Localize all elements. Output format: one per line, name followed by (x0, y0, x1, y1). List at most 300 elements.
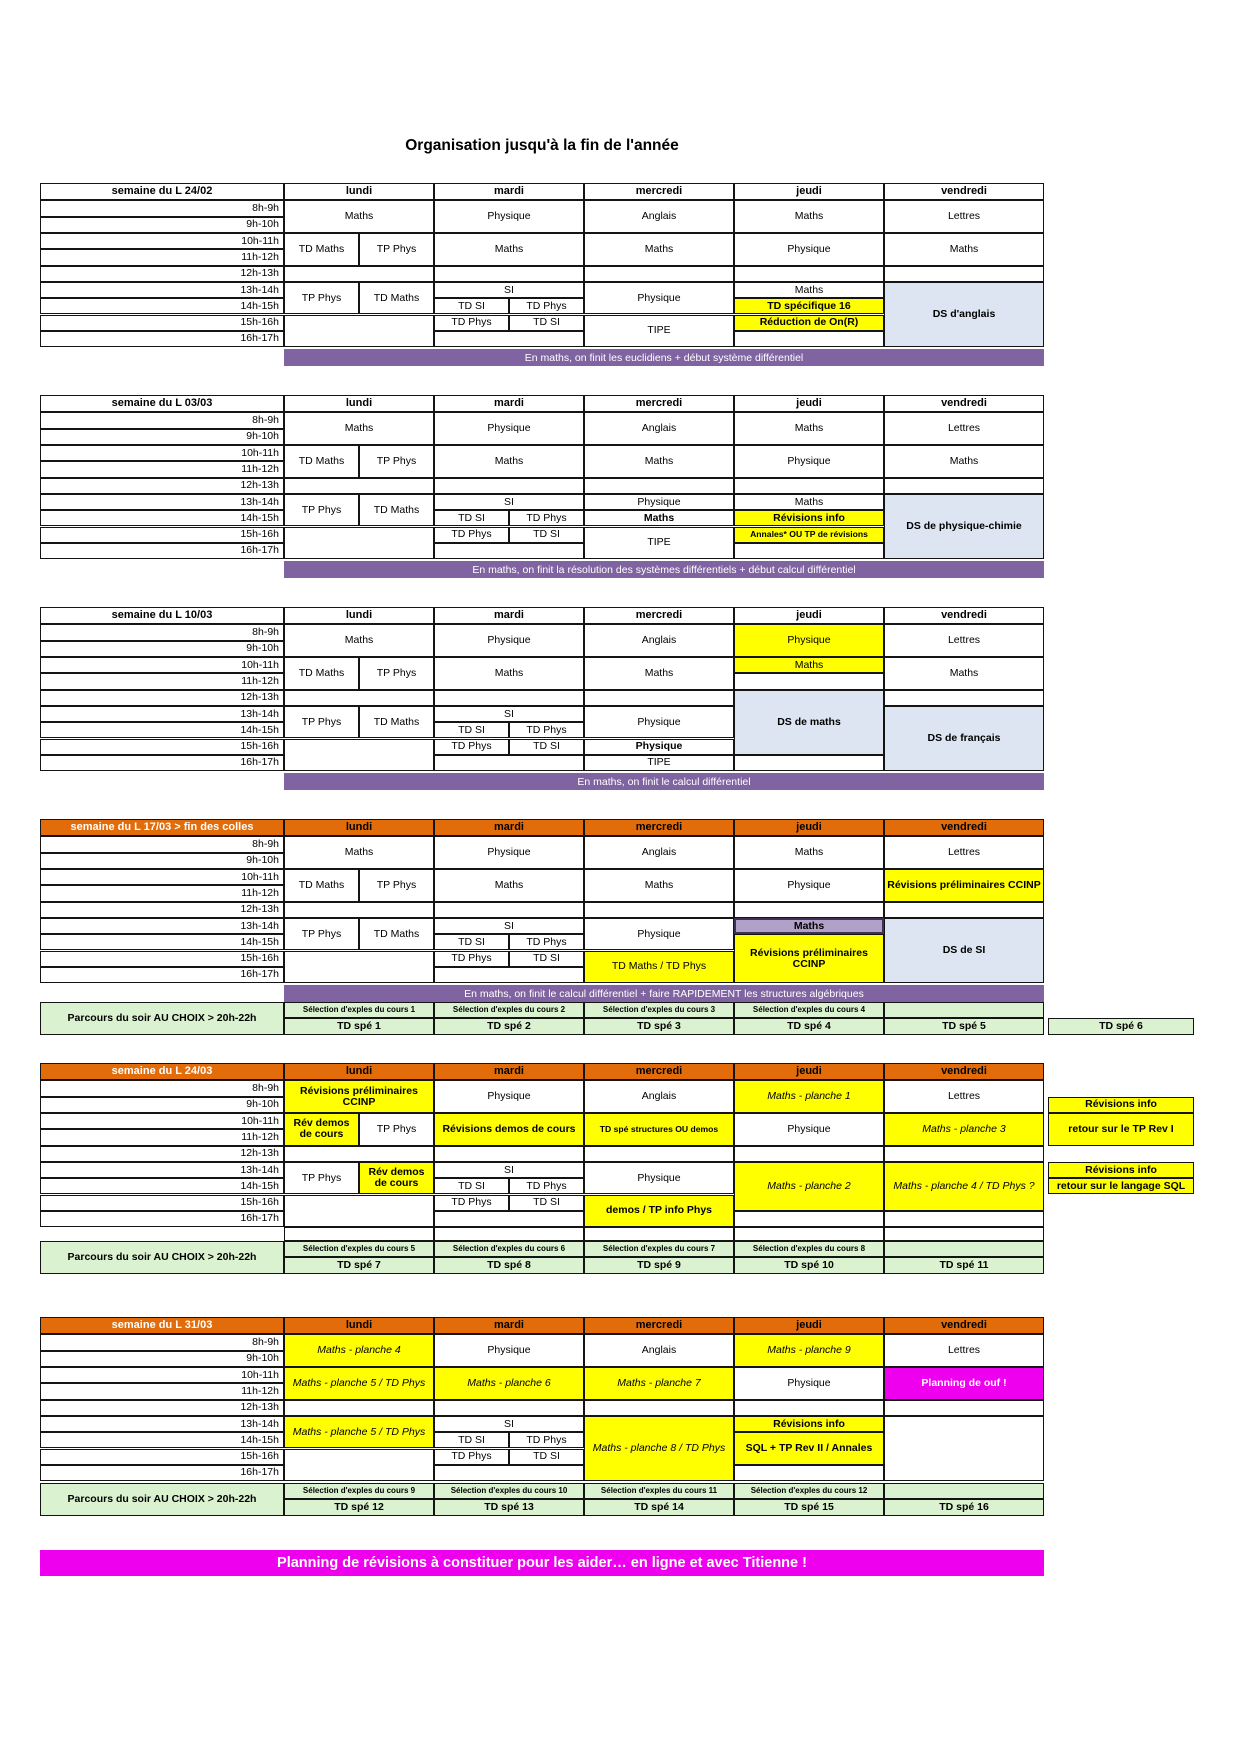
course-cell: Physique (584, 282, 734, 315)
selection-cell: Sélection d'exples du cours 4 (734, 1002, 884, 1018)
course-cell: Maths (734, 494, 884, 510)
course-cell (734, 902, 884, 918)
course-cell: TD SI (434, 934, 509, 950)
day-header: jeudi (734, 1063, 884, 1080)
course-cell: Maths (734, 200, 884, 233)
time-label: 10h-11h (40, 233, 284, 249)
tdspe-cell: TD spé 12 (284, 1499, 434, 1515)
time-label: 12h-13h (40, 266, 284, 282)
footer-banner: Planning de révisions à constituer pour les aider… en ligne et avec Titienne ! (40, 1550, 1044, 1576)
course-cell: Maths (284, 624, 434, 657)
tdspe-cell: TD spé 10 (734, 1257, 884, 1273)
course-cell: TD Phys (509, 298, 584, 314)
course-cell (734, 1211, 884, 1227)
course-cell: Physique (584, 1162, 734, 1195)
course-cell: Physique (734, 445, 884, 478)
tdspe-cell: TD spé 9 (584, 1257, 734, 1273)
course-cell (734, 266, 884, 282)
day-header: jeudi (734, 395, 884, 412)
course-cell: TP Phys (284, 494, 359, 527)
course-cell: SI (434, 494, 584, 510)
course-cell (434, 902, 584, 918)
course-cell (434, 478, 584, 494)
course-cell (434, 543, 584, 559)
course-cell: SI (434, 282, 584, 298)
course-cell: Physique (434, 412, 584, 445)
course-cell: Annales* OU TP de révisions (734, 527, 884, 543)
course-cell (434, 755, 584, 771)
day-header: vendredi (884, 183, 1044, 200)
course-cell (734, 543, 884, 559)
day-header: mercredi (584, 1317, 734, 1334)
course-cell (284, 266, 434, 282)
time-label: 11h-12h (40, 673, 284, 689)
course-cell (284, 478, 434, 494)
course-cell (284, 1195, 434, 1228)
tdspe-cell: TD spé 4 (734, 1018, 884, 1034)
course-cell: Maths - planche 5 / TD Phys (284, 1416, 434, 1449)
course-cell: Maths - planche 9 (734, 1334, 884, 1367)
course-cell (584, 478, 734, 494)
course-cell: TIPE (584, 755, 734, 771)
time-label: 8h-9h (40, 1080, 284, 1096)
course-cell: TD spécifique 16 (734, 298, 884, 314)
course-cell: Physique (734, 624, 884, 657)
course-cell: TP Phys (284, 706, 359, 739)
course-cell: Physique (434, 624, 584, 657)
time-label: 9h-10h (40, 217, 284, 233)
course-cell: TIPE (584, 315, 734, 348)
time-label: 15h-16h (40, 527, 284, 543)
time-label: 12h-13h (40, 478, 284, 494)
time-label: 8h-9h (40, 200, 284, 216)
time-label: 11h-12h (40, 885, 284, 901)
course-cell (734, 1400, 884, 1416)
course-cell: TD Phys (434, 315, 509, 331)
course-cell: TD SI (509, 1195, 584, 1211)
course-cell: Maths - planche 6 (434, 1367, 584, 1400)
course-cell: Maths (884, 233, 1044, 266)
course-cell: Maths - planche 2 (734, 1162, 884, 1211)
course-cell (284, 315, 434, 348)
time-label: 8h-9h (40, 412, 284, 428)
time-label: 13h-14h (40, 918, 284, 934)
course-cell: Lettres (884, 412, 1044, 445)
week-label: semaine du L 17/03 > fin des colles (40, 819, 284, 836)
selection-cell: Sélection d'exples du cours 11 (584, 1483, 734, 1499)
selection-cell (884, 1002, 1044, 1018)
course-cell: TD Maths / TD Phys (584, 951, 734, 984)
course-cell (584, 690, 734, 706)
course-cell: Physique (734, 1367, 884, 1400)
course-cell: TD SI (434, 722, 509, 738)
parcours-label: Parcours du soir AU CHOIX > 20h-22h (40, 1483, 284, 1516)
day-header: vendredi (884, 1063, 1044, 1080)
time-label: 15h-16h (40, 739, 284, 755)
course-cell: TP Phys (359, 1113, 434, 1146)
time-label: 10h-11h (40, 657, 284, 673)
course-cell: Maths (434, 869, 584, 902)
week-label: semaine du L 24/03 (40, 1063, 284, 1080)
time-label: 12h-13h (40, 902, 284, 918)
tdspe-cell: TD spé 15 (734, 1499, 884, 1515)
time-label: 14h-15h (40, 1178, 284, 1194)
course-cell (584, 1400, 734, 1416)
day-header: vendredi (884, 395, 1044, 412)
course-cell (734, 1465, 884, 1481)
parcours-label: Parcours du soir AU CHOIX > 20h-22h (40, 1002, 284, 1035)
time-label: 10h-11h (40, 1113, 284, 1129)
course-cell: retour sur le langage SQL (1048, 1178, 1194, 1194)
course-cell: TD SI (434, 1178, 509, 1194)
course-cell: Physique (434, 836, 584, 869)
course-cell: Physique (584, 739, 734, 755)
week-label: semaine du L 24/02 (40, 183, 284, 200)
tdspe-cell: TD spé 2 (434, 1018, 584, 1034)
course-cell: DS de physique-chimie (884, 494, 1044, 559)
course-cell: Maths (884, 445, 1044, 478)
day-header: mercredi (584, 607, 734, 624)
time-label: 13h-14h (40, 1416, 284, 1432)
maths-progress-banner: En maths, on finit le calcul différentiel (284, 773, 1044, 790)
selection-cell: Sélection d'exples du cours 3 (584, 1002, 734, 1018)
course-cell: TD Maths (359, 706, 434, 739)
course-cell: Physique (734, 233, 884, 266)
course-cell (884, 478, 1044, 494)
selection-cell: Sélection d'exples du cours 12 (734, 1483, 884, 1499)
time-label: 14h-15h (40, 1432, 284, 1448)
time-label: 14h-15h (40, 722, 284, 738)
course-cell: SI (434, 918, 584, 934)
course-cell: TD SI (509, 527, 584, 543)
course-cell: Révisions préliminaires CCINP (734, 934, 884, 983)
time-label: 13h-14h (40, 706, 284, 722)
selection-cell: Sélection d'exples du cours 9 (284, 1483, 434, 1499)
course-cell: TD SI (434, 298, 509, 314)
course-cell: TD Phys (509, 1432, 584, 1448)
week-label: semaine du L 10/03 (40, 607, 284, 624)
course-cell (434, 690, 584, 706)
course-cell: Physique (434, 200, 584, 233)
day-header: mardi (434, 183, 584, 200)
course-cell (734, 755, 884, 771)
course-cell: Maths (434, 233, 584, 266)
course-cell: Anglais (584, 1334, 734, 1367)
time-label: 12h-13h (40, 1146, 284, 1162)
course-cell: Réduction de On(R) (734, 315, 884, 331)
course-cell: Révisions info (1048, 1097, 1194, 1113)
course-cell: Physique (734, 1113, 884, 1146)
time-label: 8h-9h (40, 1334, 284, 1350)
course-cell (284, 1449, 434, 1482)
spacer-cell (584, 1227, 734, 1241)
time-label: 9h-10h (40, 641, 284, 657)
course-cell (584, 902, 734, 918)
course-cell: TD Phys (434, 1195, 509, 1211)
course-cell: Maths (434, 657, 584, 690)
selection-cell: Sélection d'exples du cours 7 (584, 1241, 734, 1257)
course-cell: TD Phys (434, 527, 509, 543)
course-cell: TD Maths (284, 233, 359, 266)
day-header: vendredi (884, 819, 1044, 836)
spacer-cell (884, 1227, 1044, 1241)
course-cell: TP Phys (284, 1162, 359, 1195)
course-cell: TD Phys (434, 739, 509, 755)
course-cell (434, 1146, 584, 1162)
course-cell: Rév demos de cours (359, 1162, 434, 1195)
course-cell: TP Phys (359, 657, 434, 690)
time-label: 14h-15h (40, 298, 284, 314)
spacer-cell (434, 1227, 584, 1241)
time-label: 12h-13h (40, 690, 284, 706)
day-header: lundi (284, 1063, 434, 1080)
course-cell: Maths (734, 918, 884, 934)
course-cell: Planning de ouf ! (884, 1367, 1044, 1400)
course-cell (884, 1146, 1044, 1162)
parcours-label: Parcours du soir AU CHOIX > 20h-22h (40, 1241, 284, 1274)
course-cell: Maths (584, 233, 734, 266)
course-cell: Maths (284, 836, 434, 869)
course-cell (434, 1400, 584, 1416)
course-cell: Maths - planche 5 / TD Phys (284, 1367, 434, 1400)
course-cell: Lettres (884, 1334, 1044, 1367)
maths-progress-banner: En maths, on finit le calcul différentiel + faire RAPIDEMENT les structures algébriques (284, 985, 1044, 1002)
tdspe-cell: TD spé 14 (584, 1499, 734, 1515)
time-label: 16h-17h (40, 1465, 284, 1481)
selection-cell (884, 1483, 1044, 1499)
day-header: vendredi (884, 607, 1044, 624)
course-cell (584, 1146, 734, 1162)
time-label: 14h-15h (40, 510, 284, 526)
time-label: 16h-17h (40, 755, 284, 771)
course-cell: TP Phys (284, 282, 359, 315)
course-cell: DS de SI (884, 918, 1044, 983)
time-label: 9h-10h (40, 853, 284, 869)
day-header: mardi (434, 607, 584, 624)
tdspe-cell: TD spé 16 (884, 1499, 1044, 1515)
day-header: lundi (284, 819, 434, 836)
time-label: 16h-17h (40, 1211, 284, 1227)
course-cell: Maths (734, 412, 884, 445)
time-label: 11h-12h (40, 1129, 284, 1145)
selection-cell: Sélection d'exples du cours 6 (434, 1241, 584, 1257)
course-cell: TD SI (509, 739, 584, 755)
course-cell: TD Phys (509, 510, 584, 526)
course-cell: SQL + TP Rev II / Annales (734, 1432, 884, 1465)
time-label: 16h-17h (40, 331, 284, 347)
tdspe-cell: TD spé 13 (434, 1499, 584, 1515)
course-cell (884, 1211, 1044, 1227)
day-header: mercredi (584, 183, 734, 200)
course-cell: DS d'anglais (884, 282, 1044, 347)
course-cell: TIPE (584, 527, 734, 560)
course-cell: Maths (734, 836, 884, 869)
course-cell (884, 902, 1044, 918)
time-label: 11h-12h (40, 1383, 284, 1399)
course-cell: Révisions info (1048, 1162, 1194, 1178)
course-cell (434, 266, 584, 282)
time-label: 10h-11h (40, 445, 284, 461)
course-cell: Lettres (884, 624, 1044, 657)
tdspe-cell: TD spé 11 (884, 1257, 1044, 1273)
selection-cell: Sélection d'exples du cours 2 (434, 1002, 584, 1018)
course-cell: Maths (584, 657, 734, 690)
course-cell: TD Phys (509, 1178, 584, 1194)
time-label: 15h-16h (40, 951, 284, 967)
course-cell (884, 266, 1044, 282)
course-cell: Maths (584, 869, 734, 902)
course-cell (284, 527, 434, 560)
time-label: 15h-16h (40, 1449, 284, 1465)
course-cell: Anglais (584, 836, 734, 869)
day-header: jeudi (734, 819, 884, 836)
course-cell (284, 902, 434, 918)
selection-cell: Sélection d'exples du cours 10 (434, 1483, 584, 1499)
time-label: 16h-17h (40, 543, 284, 559)
course-cell: TD Phys (434, 1449, 509, 1465)
day-header: lundi (284, 607, 434, 624)
course-cell: TD Maths (284, 657, 359, 690)
course-cell (734, 331, 884, 347)
selection-cell: Sélection d'exples du cours 8 (734, 1241, 884, 1257)
course-cell (284, 1400, 434, 1416)
spacer-cell (734, 1227, 884, 1241)
day-header: mercredi (584, 819, 734, 836)
course-cell: TP Phys (359, 233, 434, 266)
time-label: 15h-16h (40, 315, 284, 331)
course-cell: TD Maths (359, 918, 434, 951)
maths-progress-banner: En maths, on finit la résolution des systèmes différentiels + début calcul différentiel (284, 561, 1044, 578)
course-cell: SI (434, 706, 584, 722)
course-cell: TD SI (509, 315, 584, 331)
course-cell: Révisions demos de cours (434, 1113, 584, 1146)
course-cell: Physique (584, 494, 734, 510)
course-cell: TD SI (509, 1449, 584, 1465)
course-cell: Maths - planche 1 (734, 1080, 884, 1113)
course-cell: Anglais (584, 200, 734, 233)
day-header: jeudi (734, 1317, 884, 1334)
course-cell: TD Phys (434, 951, 509, 967)
course-cell: SI (434, 1162, 584, 1178)
course-cell (884, 1400, 1044, 1416)
tdspe-cell: TD spé 6 (1048, 1018, 1194, 1034)
course-cell (434, 331, 584, 347)
course-cell (434, 967, 584, 983)
course-cell: TP Phys (359, 869, 434, 902)
course-cell: Maths (584, 510, 734, 526)
course-cell: Maths (734, 657, 884, 673)
course-cell: TD Maths (359, 494, 434, 527)
course-cell (884, 690, 1044, 706)
time-label: 15h-16h (40, 1195, 284, 1211)
course-cell (734, 673, 884, 689)
course-cell: TD Maths (284, 869, 359, 902)
course-cell: DS de français (884, 706, 1044, 771)
time-label: 8h-9h (40, 624, 284, 640)
course-cell: Révisions info (734, 1416, 884, 1432)
course-cell: TD Maths (359, 282, 434, 315)
course-cell: TP Phys (359, 445, 434, 478)
course-cell: Lettres (884, 836, 1044, 869)
day-header: lundi (284, 395, 434, 412)
time-label: 13h-14h (40, 1162, 284, 1178)
course-cell (284, 951, 434, 984)
course-cell: SI (434, 1416, 584, 1432)
course-cell (734, 478, 884, 494)
page-title: Organisation jusqu'à la fin de l'année (405, 137, 679, 154)
course-cell: Maths (434, 445, 584, 478)
maths-progress-banner: En maths, on finit les euclidiens + début système différentiel (284, 349, 1044, 366)
day-header: mercredi (584, 395, 734, 412)
course-cell: Lettres (884, 1080, 1044, 1113)
course-cell: Maths - planche 4 (284, 1334, 434, 1367)
course-cell: TD Phys (509, 722, 584, 738)
course-cell: Maths (284, 200, 434, 233)
day-header: lundi (284, 1317, 434, 1334)
day-header: jeudi (734, 183, 884, 200)
time-label: 9h-10h (40, 429, 284, 445)
time-label: 14h-15h (40, 934, 284, 950)
time-label: 16h-17h (40, 967, 284, 983)
course-cell: Anglais (584, 1080, 734, 1113)
time-label: 10h-11h (40, 869, 284, 885)
week-label: semaine du L 03/03 (40, 395, 284, 412)
course-cell: Révisions préliminaires CCINP (284, 1080, 434, 1113)
time-label: 9h-10h (40, 1351, 284, 1367)
course-cell: Physique (434, 1080, 584, 1113)
course-cell: Maths (584, 445, 734, 478)
course-cell: Lettres (884, 200, 1044, 233)
course-cell: Physique (584, 918, 734, 951)
course-cell (884, 1416, 1044, 1481)
day-header: jeudi (734, 607, 884, 624)
course-cell: TP Phys (284, 918, 359, 951)
day-header: vendredi (884, 1317, 1044, 1334)
selection-cell: Sélection d'exples du cours 5 (284, 1241, 434, 1257)
course-cell (434, 1211, 584, 1227)
time-label: 13h-14h (40, 494, 284, 510)
course-cell: Maths (284, 412, 434, 445)
day-header: mardi (434, 395, 584, 412)
course-cell: Maths - planche 7 (584, 1367, 734, 1400)
course-cell: TD SI (434, 1432, 509, 1448)
course-cell (284, 739, 434, 772)
course-cell: Maths (884, 657, 1044, 690)
course-cell: Maths - planche 8 / TD Phys (584, 1416, 734, 1481)
day-header: lundi (284, 183, 434, 200)
course-cell: TD SI (509, 951, 584, 967)
day-header: mercredi (584, 1063, 734, 1080)
course-cell: Physique (584, 706, 734, 739)
course-cell: Rév demos de cours (284, 1113, 359, 1146)
course-cell (584, 266, 734, 282)
course-cell (284, 1146, 434, 1162)
course-cell: TD SI (434, 510, 509, 526)
course-cell: Maths - planche 4 / TD Phys ? (884, 1162, 1044, 1211)
tdspe-cell: TD spé 1 (284, 1018, 434, 1034)
course-cell: demos / TP info Phys (584, 1195, 734, 1228)
course-cell (734, 1146, 884, 1162)
day-header: mardi (434, 1317, 584, 1334)
course-cell: retour sur le TP Rev I (1048, 1113, 1194, 1146)
time-label: 11h-12h (40, 461, 284, 477)
time-label: 12h-13h (40, 1400, 284, 1416)
course-cell: TD Maths (284, 445, 359, 478)
course-cell: TD Phys (509, 934, 584, 950)
course-cell: TD spé structures OU demos (584, 1113, 734, 1146)
selection-cell: Sélection d'exples du cours 1 (284, 1002, 434, 1018)
course-cell: Maths - planche 3 (884, 1113, 1044, 1146)
